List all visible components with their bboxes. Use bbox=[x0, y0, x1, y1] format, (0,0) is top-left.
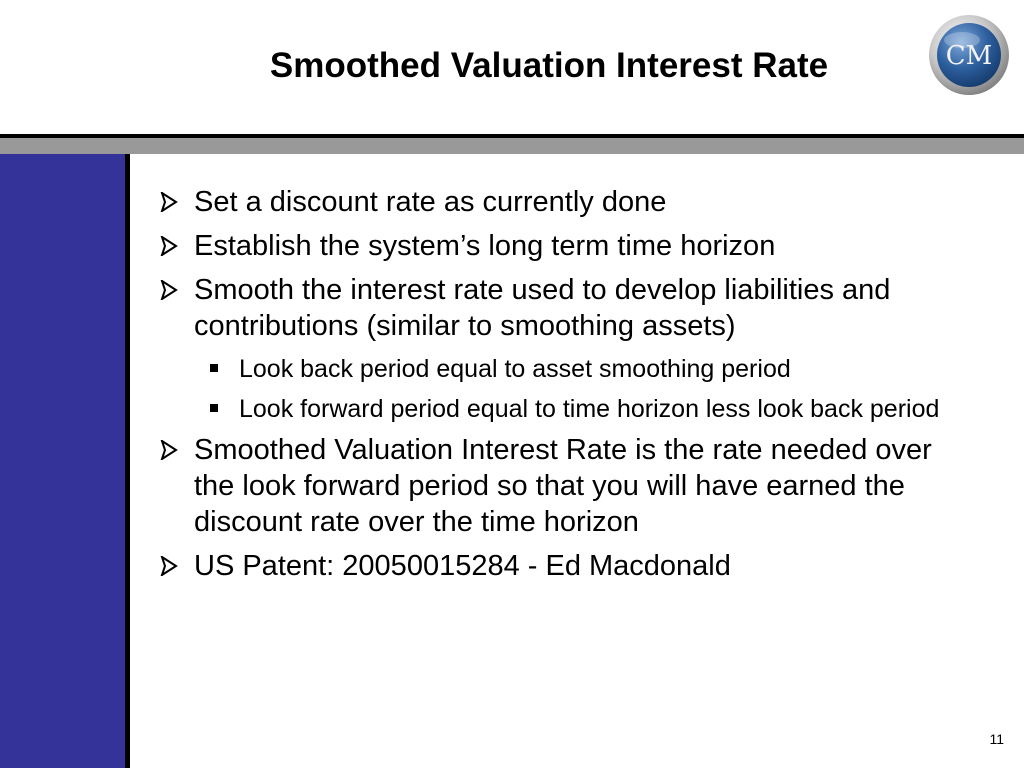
bullet-item bbox=[158, 272, 958, 344]
sub-bullet-text: Look forward period equal to time horizon less look back period bbox=[239, 395, 940, 423]
bullet-item bbox=[158, 432, 958, 540]
bullet-item bbox=[158, 184, 958, 220]
arrowhead-bullet-icon bbox=[160, 280, 178, 300]
bullet-text: Smoothed Valuation Interest Rate is the rate needed over the look forward period so that you will have earned the discount rate over the time horizon bbox=[194, 434, 932, 538]
bullet-item bbox=[158, 548, 958, 584]
arrowhead-bullet-icon bbox=[160, 556, 178, 576]
header-band bbox=[0, 138, 1024, 154]
arrowhead-bullet-icon bbox=[160, 192, 178, 212]
sidebar-edge bbox=[125, 154, 130, 768]
sub-bullet-item bbox=[158, 352, 958, 386]
bullet-text: Smooth the interest rate used to develop liabilities and contributions (similar to smoothing assets) bbox=[194, 274, 891, 342]
sidebar-panel bbox=[0, 154, 125, 768]
sub-bullet-text: Look back period equal to asset smoothing period bbox=[239, 355, 791, 383]
logo-text: CM bbox=[945, 41, 993, 71]
square-bullet-icon bbox=[210, 404, 218, 412]
bullet-text: Establish the system’s long term time horizon bbox=[194, 230, 776, 262]
sub-bullet-item bbox=[158, 392, 958, 426]
bullet-list bbox=[158, 184, 958, 592]
slide-title: Smoothed Valuation Interest Rate bbox=[269, 46, 829, 85]
bullet-item bbox=[158, 228, 958, 264]
bullet-text: US Patent: 20050015284 - Ed Macdonald bbox=[194, 550, 731, 582]
bullet-text: Set a discount rate as currently done bbox=[194, 186, 667, 218]
cm-logo bbox=[926, 12, 1012, 98]
page-number: 11 bbox=[989, 731, 1004, 747]
arrowhead-bullet-icon bbox=[160, 236, 178, 256]
square-bullet-icon bbox=[210, 364, 218, 372]
arrowhead-bullet-icon bbox=[160, 440, 178, 460]
